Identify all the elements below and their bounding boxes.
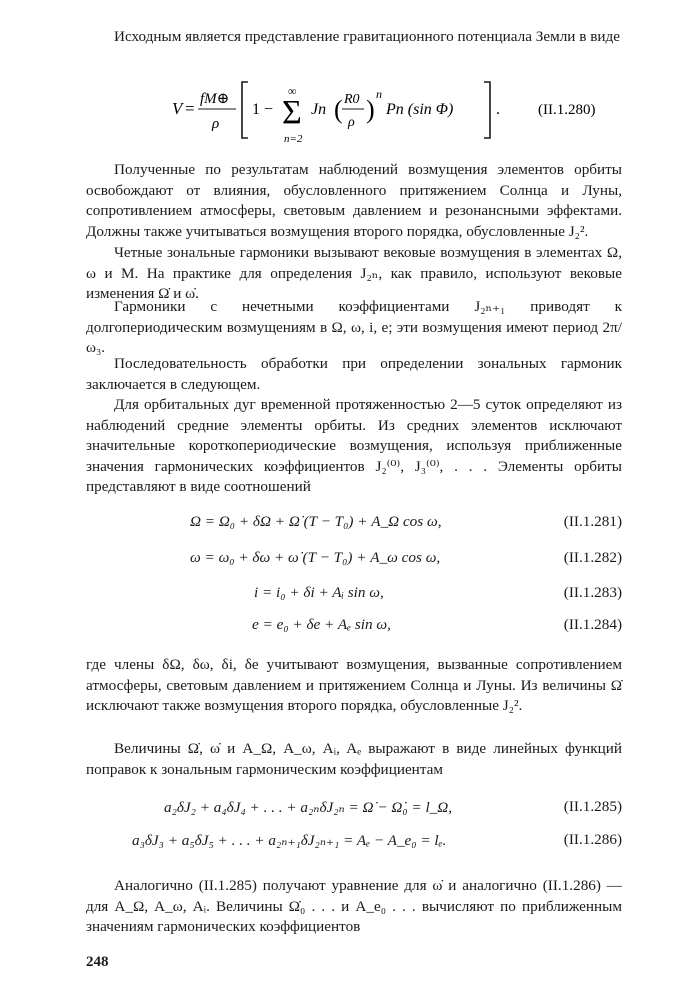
eq280-number: (II.1.280): [538, 102, 596, 118]
equation-284-number: (II.1.284): [563, 616, 622, 633]
equation-281-expr: Ω = Ω₀ + δΩ + Ω̇ (T − T₀) + A_Ω cos ω,: [190, 513, 442, 530]
equation-280-graphic: [86, 76, 622, 148]
svg-text:(: (: [334, 95, 343, 124]
equation-286-expr: a₃δJ₃ + a₅δJ₅ + . . . + a₂ₙ₊₁δJ₂ₙ₊₁ = Aₑ − A_e₀ = lₑ.: [132, 831, 447, 849]
equation-280: [86, 76, 622, 148]
eq280-term-J: Jn: [311, 101, 327, 118]
eq280-sum-lower: n=2: [284, 133, 303, 145]
equation-286-number: (II.1.286): [563, 831, 622, 848]
paragraph-even-harmonics: Четные зональные гармоники вызывают вековые возмущения в элементах Ω, ω и M. На практике для определения J₂ₙ, как правило, используют вековые изменения Ω̇ и ω̇.: [86, 244, 622, 303]
eq280-one-minus: 1 −: [252, 101, 274, 118]
page-number: 248: [86, 954, 109, 970]
equation-283: [86, 581, 622, 605]
equation-282: [86, 546, 622, 570]
eq280-ratio-num: R0: [344, 92, 360, 107]
eq280-ratio-den: ρ: [348, 115, 355, 130]
equation-281: [86, 510, 622, 534]
eq280-denominator: ρ: [212, 116, 220, 132]
equation-282-number: (II.1.282): [563, 549, 622, 566]
eq280-poly: Pn (sin Φ): [386, 101, 454, 118]
eq280-sum-upper: ∞: [288, 84, 297, 98]
eq280-sum-sign: Σ: [282, 94, 302, 131]
paragraph-quantities: Величины Ω̇, ω̇ и A_Ω, A_ω, Aᵢ, Aₑ выражают в виде линейных функций поправок к зональным гармоническим коэффициентам: [86, 740, 622, 778]
eq280-power: n: [376, 87, 382, 101]
svg-text:): ): [366, 95, 375, 124]
equation-284: [86, 613, 622, 637]
equation-284-expr: e = e₀ + δe + Aₑ sin ω,: [252, 616, 391, 633]
paragraph-odd-harmonics: Гармоники с нечетными коэффициентами J₂ₙ₊₁ приводят к долгопериодическим возмущениям в Ω, ω, i, e; эти возмущения имеют период 2π/ω₃.: [86, 298, 622, 357]
equation-283-expr: i = i₀ + δi + Aᵢ sin ω,: [254, 584, 384, 601]
equation-282-expr: ω = ω₀ + δω + ω̇ (T − T₀) + A_ω cos ω,: [190, 549, 441, 566]
intro-paragraph: Исходным является представление гравитационного потенциала Земли в виде: [114, 28, 620, 45]
equation-286: [86, 828, 622, 852]
svg-text:=: =: [185, 99, 195, 118]
equation-285-expr: a₂δJ₂ + a₄δJ₄ + . . . + a₂ₙδJ₂ₙ = Ω̇ − Ω̇₀ = l_Ω,: [164, 798, 453, 816]
paragraph-analogous: Аналогично (II.1.285) получают уравнение для ω̇ и аналогично (II.1.286) — для A_Ω, A_ω, Aᵢ. Величины Ω̇₀ . . . и A_e₀ . . . вычисляют по приближенным значениям гармонических коэффициентов: [86, 877, 622, 936]
eq280-lhs: V: [172, 99, 183, 118]
paragraph-orbital-arcs: Для орбитальных дуг временной протяженностью 2—5 суток определяют из наблюдений средние элементы орбиты. Из средних элементов исключают значительные короткопериодические возмущения, используя приближенные значения гармонических коэффициентов J₂⁽⁰⁾, J₃⁽⁰⁾, . . . Элементы орбиты представляют в виде соотношений: [86, 396, 622, 496]
paragraph-sequence: Последовательность обработки при определении зональных гармоник заключается в следующем.: [86, 355, 622, 393]
equation-285: [86, 795, 622, 819]
equation-281-number: (II.1.281): [563, 513, 622, 530]
eq280-numerator: fM⊕: [200, 91, 230, 107]
equation-283-number: (II.1.283): [563, 584, 622, 601]
paragraph-perturbations: Полученные по результатам наблюдений возмущения элементов орбиты освобождают от влияния, обусловленного притяжением Солнца и Луны, сопротивлением атмосферы, световым давлением и резонансными эффектами. Должны также учитываться возмущения второго порядка, обусловленные J₂².: [86, 161, 622, 240]
equation-285-number: (II.1.285): [563, 798, 622, 815]
paragraph-terms: где члены δΩ, δω, δi, δe учитывают возмущения, вызванные сопротивлением атмосферы, световым давлением и притяжением Солнца и Луны. Из величины Ω̇ исключают также возмущения второго порядка, обусловленные J₂².: [86, 656, 622, 715]
svg-text:.: .: [496, 101, 500, 118]
